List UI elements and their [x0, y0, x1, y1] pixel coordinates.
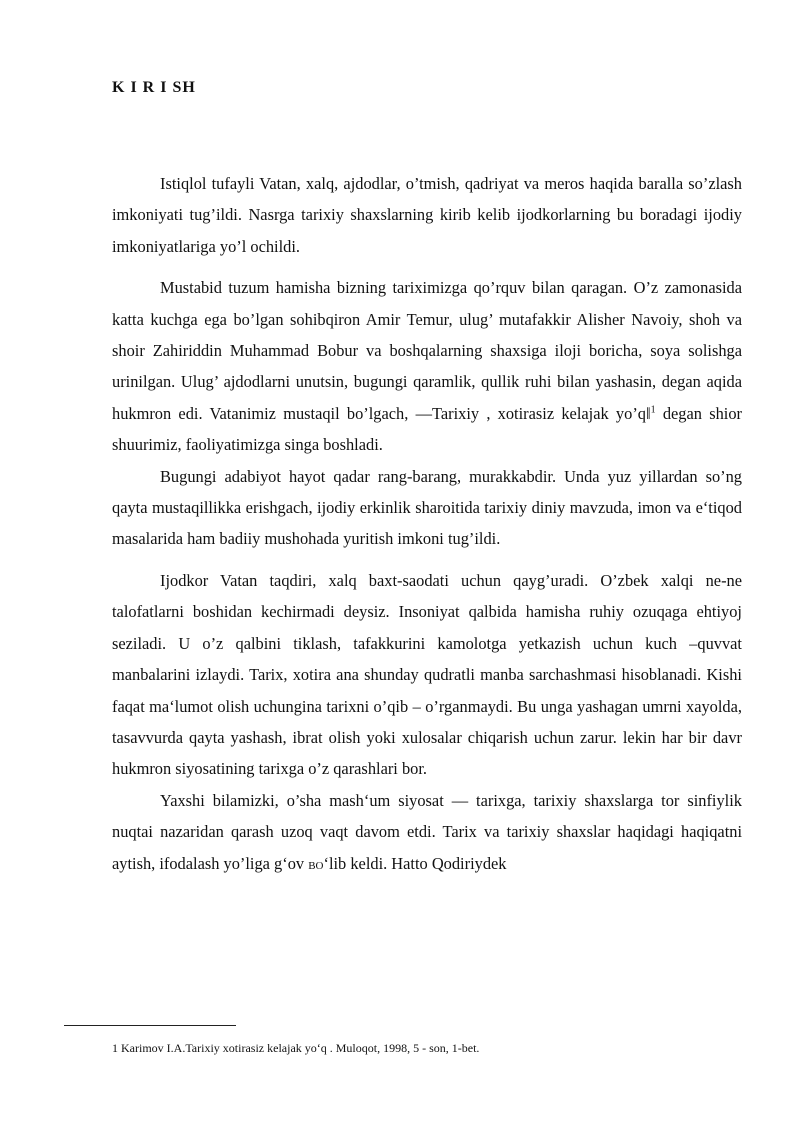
- small-caps-fragment: BO: [308, 859, 324, 872]
- paragraph-5-text: Yaxshi bilamizki, o’sha mash‘um siyosat — tarixga, tarixiy shaxslarga tor sinfiylik nuqtai nazaridan qarash uzoq vaqt davom etdi. Tarix va tarixiy shaxslar haqidagi haqiqatni aytish, ifodalash yo’liga g‘ov: [112, 790, 742, 873]
- paragraph-5: [112, 785, 742, 882]
- footnote-text: 1 Karimov I.A.Tarixiy xotirasiz kelajak yo‘q . Muloqot, 1998, 5 - son, 1-bet.: [112, 1041, 480, 1055]
- paragraph-4: Ijodkor Vatan taqdiri, xalq baxt-saodati uchun qayg’uradi. O’zbek xalqi ne-ne talofatlarni boshidan kechirmadi deysiz. Insoniyat qalbida hamisha ruhiy ozuqaga ehtiyoj seziladi. U o’z qalbini tiklash, tafakkurini kamolotga yetkazish uchun kuch –quvvat manbalarini izlaydi. Tarix, xotira ana shunday qudratli manba sarchashmasi hisoblanadi. Kishi faqat ma‘lumot olish uchungina tarixni o’qib – o’rganmaydi. Bu unga yashagan umrni xayolda, tasavvurda qayta yashash, ibrat olish yoki xulosalar chiqarish uchun zarur. lekin har bir davr hukmron siyosatining tarixga o’z qarashlari bor.: [112, 570, 742, 779]
- paragraph-2: [112, 272, 742, 460]
- footnote-reference[interactable]: 1: [650, 404, 656, 416]
- paragraph-5-text-end: ‘lib keldi. Hatto Qodiriydek: [323, 853, 507, 873]
- paragraph-1: Istiqlol tufayli Vatan, xalq, ajdodlar, o’tmish, qadriyat va meros haqida baralla so’zlash imkoniyati tug’ildi. Nasrga tarixiy shaxslarning kirib kelib ijodkorlarning bu boradagi ijodiy imkoniyatlariga yo’l ochildi.: [112, 174, 742, 256]
- paragraph-2-text-end: degan shior shuurimiz, faoliyatimizga singa boshladi.: [112, 403, 742, 455]
- paragraph-2-text: Mustabid tuzum hamisha bizning tariximizga qo’rquv bilan qaragan. O’z zamonasida katta kuchga ega bo’lgan sohibqiron Amir Temur, ulug’ mutafakkir Alisher Navoiy, shoh va shoir Zahiriddin Muhammad Bobur va boshqalarning shaxsiga iloji boricha, soya solishga urinilgan. Ulug’ ajdodlarni unutsin, bugungi qaramlik, qullik ruhi bilan yashasin, degan aqida hukmron edi. Vatanimiz mustaqil bo’lgach, ―Tarixiy , xotirasiz kelajak yo’q‖: [112, 278, 742, 423]
- page-heading: K I R I SH: [112, 79, 196, 96]
- body-text: [112, 168, 742, 882]
- footnote-divider: [64, 1025, 236, 1026]
- paragraph-3: Bugungi adabiyot hayot qadar rang-barang, murakkabdir. Unda yuz yillardan so’ng qayta mustaqillikka erishgach, ijodiy erkinlik sharoitida tarixiy diniy mavzuda, imon va e‘tiqod masalarida ham badiiy mushohada yuritish imkoni tug’ildi.: [112, 466, 742, 549]
